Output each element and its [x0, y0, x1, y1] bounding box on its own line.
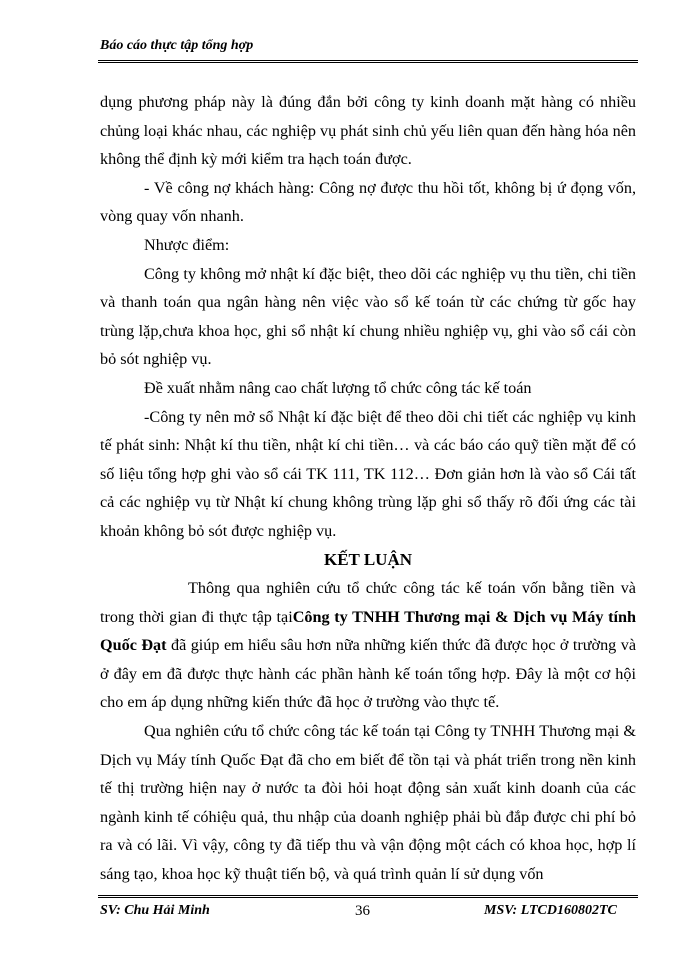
- paragraph-method: dụng phương pháp này là đúng đắn bởi công ty kinh doanh mặt hàng có nhiều chủng loại khác nhau, các nghiệp vụ phát sinh chủ yếu liên quan đến hàng hóa nên không thể định kỳ mới kiểm tra hạch toán được.: [100, 93, 636, 169]
- company-name: Công ty TNHH Thương mại & Dịch vụ Máy tính Quốc Đạt: [100, 607, 636, 655]
- paragraph-customer-debt: - Về công nợ khách hàng: Công nợ được thu hồi tốt, không bị ứ đọng vốn, vòng quay vốn nhanh.: [100, 178, 636, 226]
- conclusion-1-text-b: đã giúp em hiểu sâu hơn nữa những kiến thức đã được học ở trường và ở đây em đã được thực hành các phần hành kế toán tổng hợp. Đây là một cơ hội cho em áp dụng những kiến thức đã học ở trường vào thực tế.: [100, 636, 636, 712]
- paragraph-weakness: Công ty không mở nhật kí đặc biệt, theo dõi các nghiệp vụ thu tiền, chi tiền và thanh toán qua ngân hàng nên việc vào sổ kế toán từ các chứng từ gốc hay trùng lặp,chưa khoa học, ghi sổ nhật kí chung nhiều nghiệp vụ, ghi vào sổ cái còn bỏ sót nghiệp vụ.: [100, 264, 636, 369]
- paragraph-conclusion-1: [100, 574, 636, 717]
- header-divider: [98, 60, 638, 63]
- paragraph-weakness-heading: Nhược điểm:: [144, 235, 230, 254]
- footer-divider: [98, 895, 638, 898]
- page-body: [100, 88, 636, 889]
- footer-page-number: 36: [355, 903, 370, 919]
- paragraph-proposal: -Công ty nên mở sổ Nhật kí đặc biệt để theo dõi chi tiết các nghiệp vụ kinh tế phát sinh: Nhật kí thu tiền, nhật kí chi tiền… và các báo cáo quỹ tiền mặt để có số liệu tổng hợp ghi vào sổ cái TK 111, TK 112… Đơn giản hơn là vào sổ Cái tất cả các nghiệp vụ từ Nhật kí chung không trùng lặp ghi sổ thấy rõ đối ứng các tài khoản không bỏ sót được nghiệp vụ.: [100, 407, 636, 540]
- paragraph-conclusion-2: Qua nghiên cứu tổ chức công tác kế toán tại Công ty TNHH Thương mại & Dịch vụ Máy tính Quốc Đạt đã cho em biết để tồn tại và phát triển trong nền kinh tế thị trường hiện nay ở nước ta đòi hỏi hoạt động sản xuất kinh doanh của các ngành kinh tế cóhiệu quả, thu nhập của doanh nghiệp phải bù đắp được chi phí bỏ ra và có lãi. Vì vậy, công ty đã tiếp thu và vận động một cách có khoa học, hợp lí sáng tạo, khoa học kỹ thuật tiến bộ, và quá trình quản lí sử dụng vốn: [100, 722, 636, 884]
- conclusion-title: KẾT LUẬN: [323, 549, 412, 569]
- footer-student-id: MSV: LTCD160802TC: [484, 903, 617, 918]
- footer-student-name: SV: Chu Hải Minh: [100, 903, 210, 918]
- paragraph-proposal-heading: Đề xuất nhằm nâng cao chất lượng tổ chức công tác kế toán: [144, 378, 532, 397]
- conclusion-1-text-a: Thông qua nghiên cứu tổ chức công tác kế toán vốn bằng tiền và trong thời gian đi thực tập tại: [100, 579, 636, 626]
- report-header-title: Báo cáo thực tập tổng hợp: [100, 38, 254, 53]
